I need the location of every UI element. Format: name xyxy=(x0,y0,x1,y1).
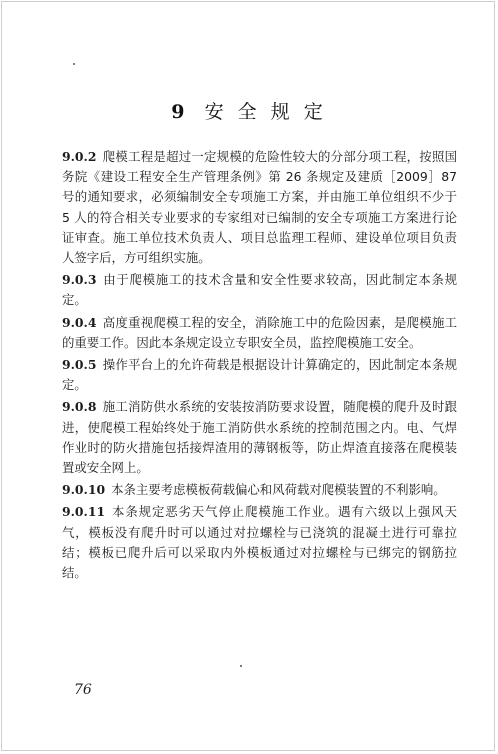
clause-text: 本条主要考虑模板荷载偏心和风荷载对爬模装置的不利影响。 xyxy=(111,482,446,498)
clause-text: 施工消防供水系统的安装按消防要求设置，随爬模的爬升及时跟进，使爬模工程始终处于施工消防供水系统的控制范围之内。电、气焊作业时的防火措施包括接焊渣用的薄钢板等，防止焊渣直接落在爬模装置或安全网上。 xyxy=(62,399,457,476)
chapter-number: 9 xyxy=(171,101,185,123)
clause-number: 9.0.11 xyxy=(62,504,106,520)
clause-9-0-4 xyxy=(62,313,457,353)
clause-number: 9.0.5 xyxy=(62,357,97,373)
clause-9-0-11 xyxy=(62,502,457,583)
clause-9-0-5 xyxy=(62,355,457,395)
clause-9-0-3 xyxy=(62,270,457,310)
clause-text: 由于爬模施工的技术含量和安全性要求较高，因此制定本条规定。 xyxy=(62,272,457,308)
clause-number: 9.0.3 xyxy=(62,272,97,288)
clause-text: 爬模工程是超过一定规模的危险性较大的分部分项工程，按照国务院《建设工程安全生产管理条例》第 26 条规定及建质［2009］87 号的通知要求，必须编制安全专项施工方案，并由施工单位组织不少于 5 人的符合相关专业要求的专家组对已编制的安全专项施工方案进行论证审查。施工单位技术负责人、项目总监理工程师、建设单位项目负责人签字后，方可组织实施。 xyxy=(62,149,457,266)
chapter-title xyxy=(0,97,498,124)
clause-9-0-2 xyxy=(62,147,457,268)
clause-number: 9.0.10 xyxy=(62,482,106,498)
clause-number: 9.0.8 xyxy=(62,399,97,415)
clause-number: 9.0.4 xyxy=(62,314,97,330)
clause-9-0-10 xyxy=(62,480,457,500)
clause-text: 高度重视爬模工程的安全，消除施工中的危险因素，是爬模施工的重要工作。因此本条规定设立专职安全员，监控爬模施工安全。 xyxy=(62,314,457,350)
scan-speck xyxy=(73,63,75,65)
page-number: 76 xyxy=(74,682,92,698)
clause-text: 操作平台上的允许荷载是根据设计计算确定的，因此制定本条规定。 xyxy=(62,357,457,393)
clause-9-0-8 xyxy=(62,397,457,478)
chapter-title-text: 安 全 规 定 xyxy=(204,101,327,123)
clause-number: 9.0.2 xyxy=(62,149,97,164)
scan-speck xyxy=(240,665,242,667)
clause-text: 本条规定恶劣天气停止爬模施工作业。遇有六级以上强风天气，模板没有爬升时可以通过对拉螺栓与已浇筑的混凝土进行可靠拉结；模板已爬升后可以采取内外模板通过对拉螺栓与已绑完的钢筋拉结。 xyxy=(62,504,457,581)
clause-list xyxy=(62,147,457,585)
